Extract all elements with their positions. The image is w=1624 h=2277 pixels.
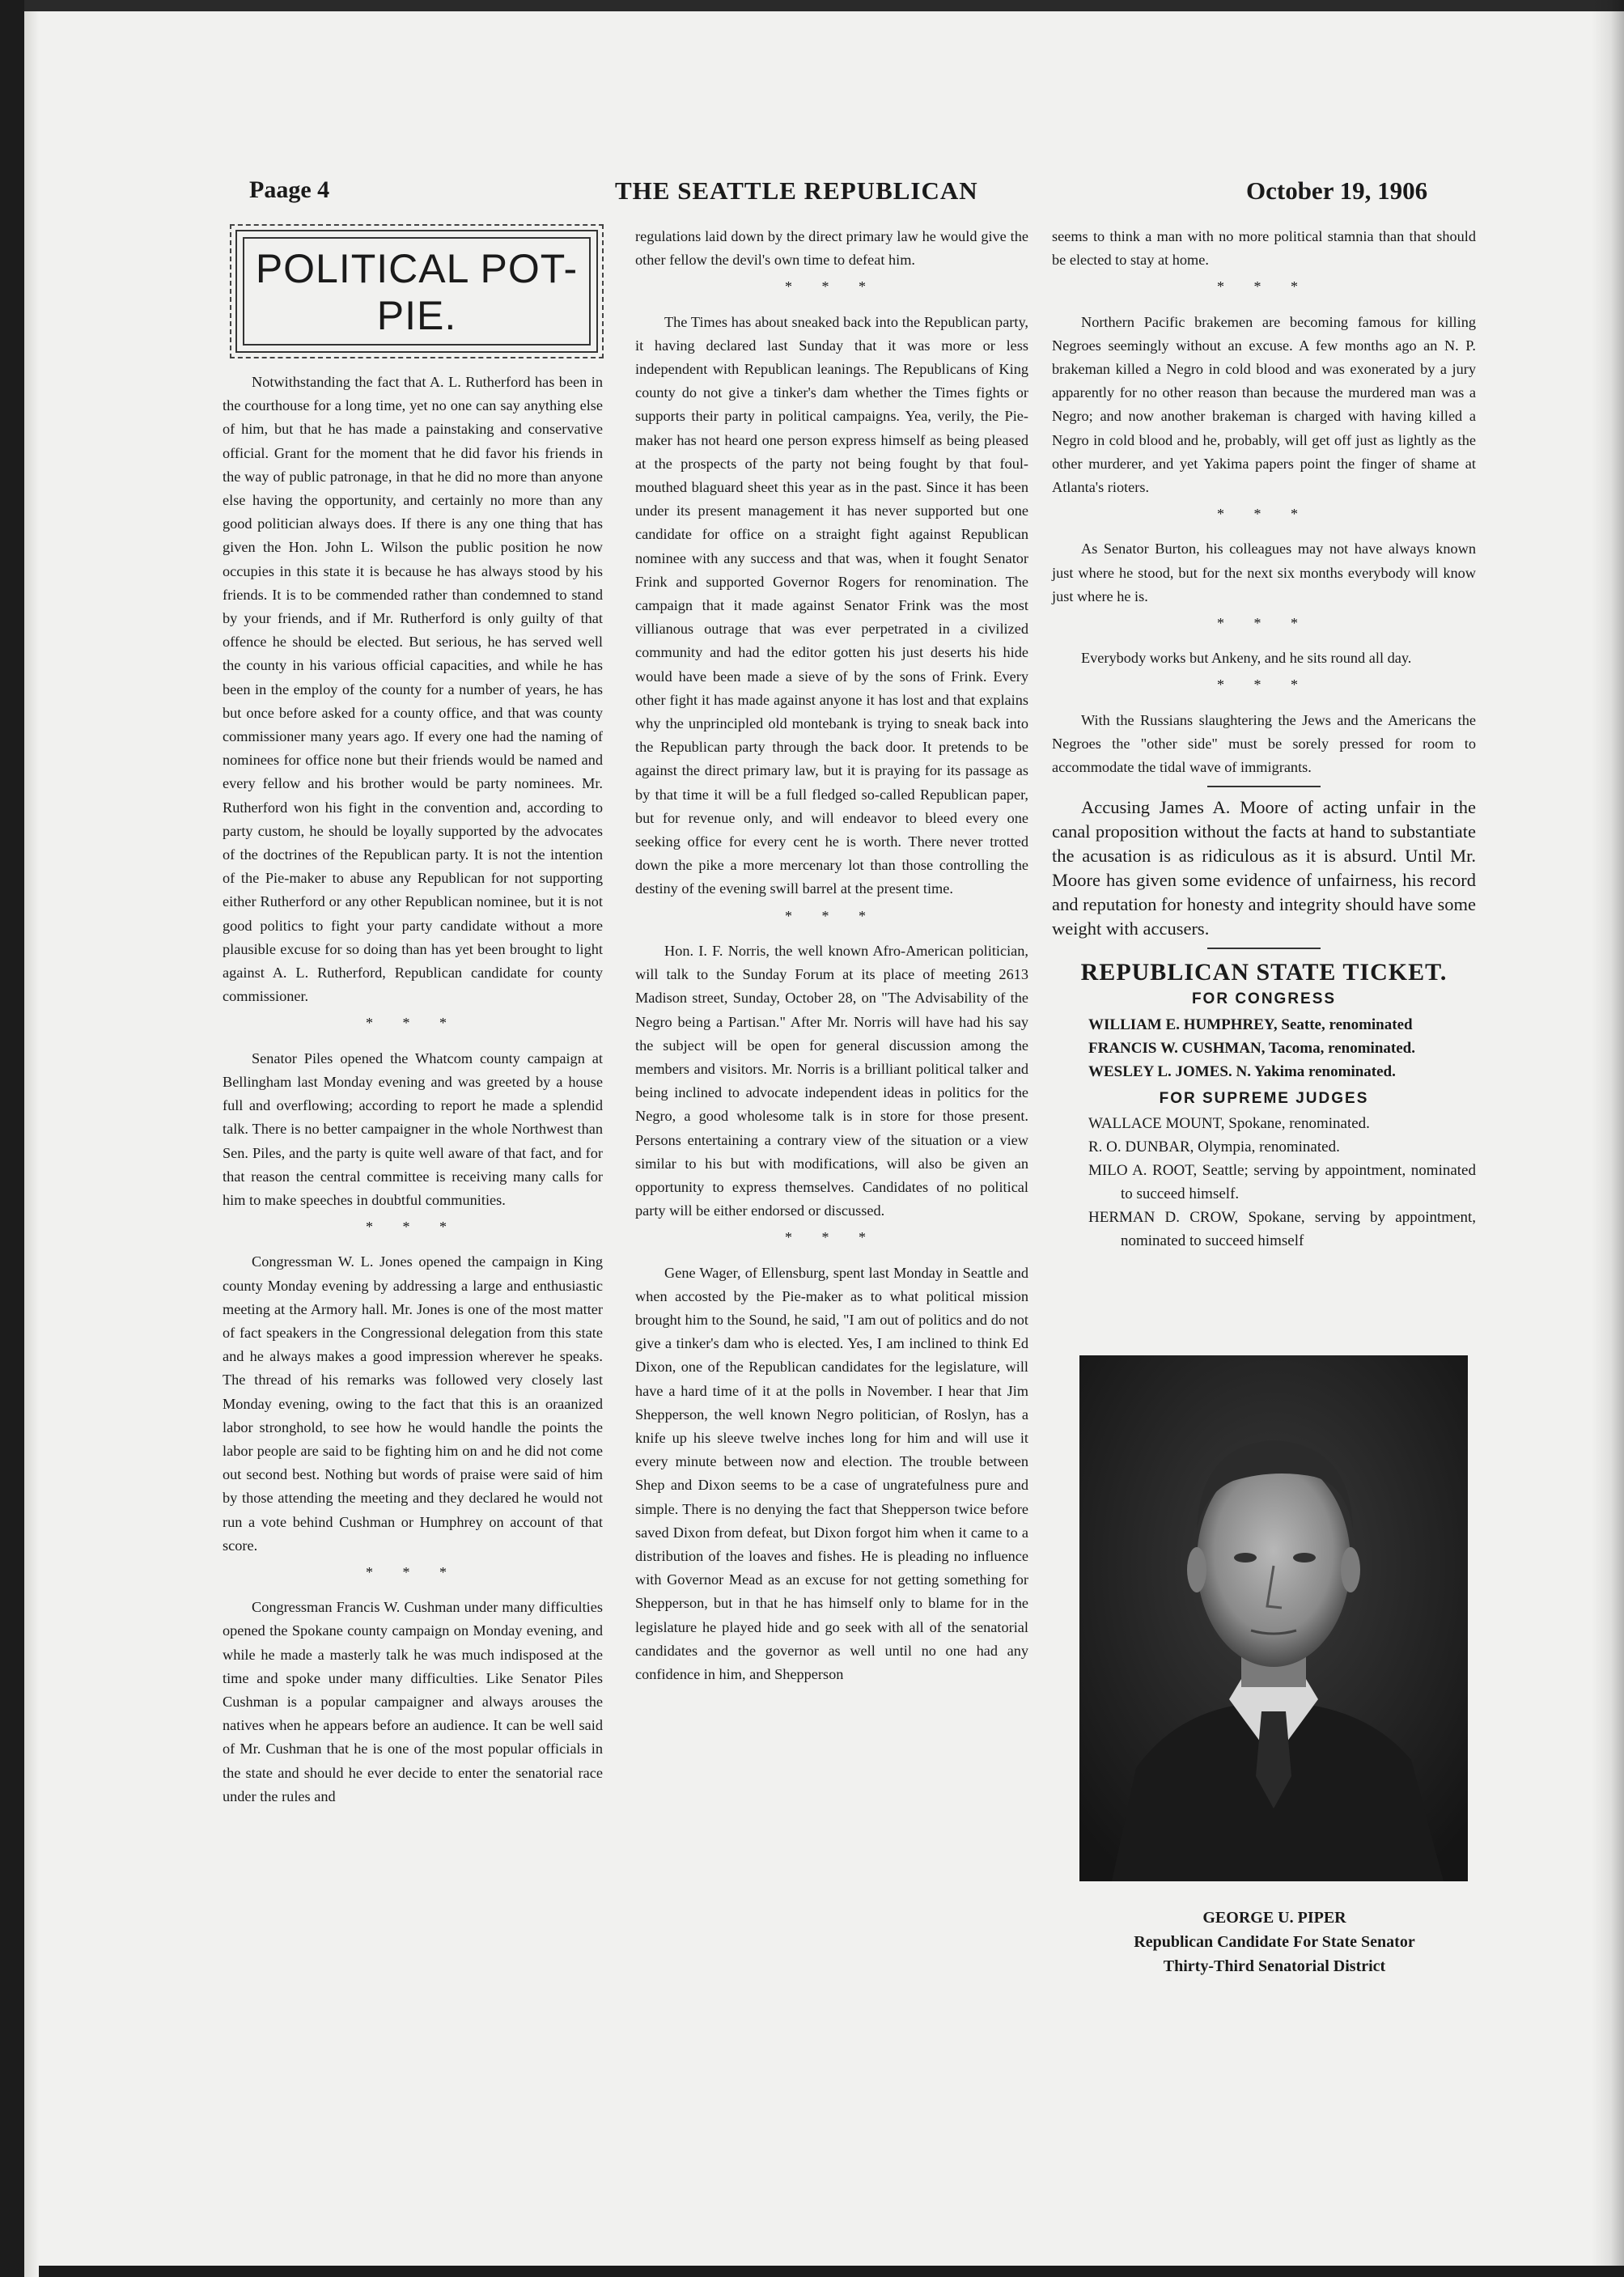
moore-paragraph: Accusing James A. Moore of acting unfair in the canal proposition without the facts at hand to substantiate the acusation is as ridiculous as it is absurd. Until Mr. Moore has given some evidence of unfairness, his record and reputation for honesty and integrity should have some weight with accusers. [1052,797,1476,939]
ticket-title: REPUBLICAN STATE TICKET. [1080,959,1448,986]
ticket-candidate: MILO A. ROOT, Seattle; serving by appointment, nominated to succeed himself. [1088,1161,1476,1202]
photo-caption [1052,1906,1497,1978]
column-2 [635,225,1028,1690]
page-number: Paage 4 [249,176,330,203]
divider-rule [1207,948,1321,949]
separator: * * * [366,1563,460,1580]
page-edge-shadow [1592,0,1624,2266]
newspaper-title: THE SEATTLE REPUBLICAN [615,176,978,205]
caption-name: GEORGE U. PIPER [1202,1909,1346,1927]
ticket-heading-congress: FOR CONGRESS [1191,990,1337,1008]
article-paragraph: regulations laid down by the direct primary law he would give the other fellow the devil's own time to defeat him. [635,228,1028,269]
separator: * * * [785,278,879,295]
article-paragraph: With the Russians slaughtering the Jews and the Americans the Negroes the "other side" must be sorely pressed for room to accommodate the tidal wave of immigrants. [1052,711,1476,776]
article-paragraph: seems to think a man with no more political stamnia than that should be elected to stay at home. [1052,228,1476,269]
section-title: POLITICAL POT-PIE. [243,237,591,346]
ticket-heading-judges: FOR SUPREME JUDGES [1159,1089,1369,1107]
separator: * * * [1217,278,1311,295]
ticket-candidate: FRANCIS W. CUSHMAN, Tacoma, renominated. [1088,1039,1415,1057]
article-paragraph: Congressman Francis W. Cushman under many difficulties opened the Spokane county campaign on Monday evening, and while he made a masterly talk he was much indisposed at the time and spoke under many difficulties. Like Senator Piles Cushman is a popular campaigner and always arouses the natives when he appears before an audience. It can be well said of Mr. Cushman that he is one of the most popular officials in the state and should he ever decide to enter the senatorial race under the rules and [223,1599,603,1804]
ticket-candidate: R. O. DUNBAR, Olympia, renominated. [1088,1138,1340,1155]
section-title-frame [235,230,598,353]
separator: * * * [785,907,879,924]
column-3 [1052,225,1476,1253]
article-paragraph: Congressman W. L. Jones opened the campaign in King county Monday evening by addressing a large and enthusiastic meeting at the Armory hall. Mr. Jones is one of the most matter of fact speakers in the Congressional delegation from this state and he always makes a good impression wherever he speaks. The thread of his remarks was followed very closely last Monday evening, owing to the fact that this is an oraanized labor stronghold, to see how he would handle the points the labor people are said to be fighting him on and he did not come out second best. Nothing but words of praise were said of him by those attending the meeting and they declared he would not run a vote behind Cushman or Humphrey on account of that score. [223,1253,603,1554]
article-paragraph: Everybody works but Ankeny, and he sits round all day. [1081,650,1412,667]
ticket-candidate: WALLACE MOUNT, Spokane, renominated. [1088,1114,1370,1132]
separator: * * * [785,1229,879,1246]
separator: * * * [366,1219,460,1236]
separator: * * * [366,1015,460,1032]
article-paragraph: The Times has about sneaked back into the Republican party, it having declared last Sunday that it was more or less independent with Republican leanings. The Republicans of King county do not give a tinker's dam whether the Times fights or supports their party in political campaigns. Yea, verily, the Pie-maker has not heard one person express himself as being pleased at the prospects of the party not being fought by that foul-mouthed blaguard sheet this year as in the past. Since it has been under its present management it has never supported but one candidate for office on a straight fight against Republican nominee with any success and that was, when it fought Senator Frink and supported Governor Rogers for renomination. The campaign that it made against Senator Frink was the most villianous outrage that was ever perpetrated in a civilized community and had the editor gotten his just deserts his hide would have been made a sieve of by the sons of Frink. Every other fight it has made against anyone it has lost and that explains why the unprincipled old montebank is trying to sneak back into the Republican party through the back door. It pretends to be against the direct primary law, but it is praying for its passage as by that time it will be a full fledged so-called Republican paper, but for revenue only, and will endeavor to bleed every one seeking office for every cent he is worth. There never trotted down the pike a more mercenary lot than those controlling the destiny of the evening swill barrel at the present time. [635,313,1028,897]
article-paragraph: Notwithstanding the fact that A. L. Rutherford has been in the courthouse for a long time, yet no one can say anything else of him, but that he has made a painstaking and conservative official. Grant for the moment that he did favor his friends in the way of public patronage, in that he did no more than anyone else having the opportunity, and certainly no more than any good politician always does. If there is any one thing that has given the Hon. John L. Wilson the public position he now occupies in this state it is because he has always stood by his friends. It is to be commended rather than condemned to stand by your friends, and if Mr. Rutherford is only guilty of that offence he should be elected. But serious, he has served well the county in his various official capacities, and while he has been in the employ of the county for a number of years, he has but once before asked for a county office, and that was county commissioner many years ago. If every one had the naming of nominees for office none but their friends would be named and every fellow and his brother would be party nominees. Mr. Rutherford won his fight in the convention and, according to party custom, he should be loyally supported by the advocates of the doctrines of the Republican party. It is not the intention of the Pie-maker to abuse any Republican for not supporting either Rutherford or any other Republican nominee, but it is not good politics to fight your party candidate without a more plausible excuse for so doing than has yet been brought to light against A. L. Rutherford, Republican candidate for county commissioner. [223,374,603,1005]
ticket-candidate: WESLEY L. JOMES. N. Yakima renominated. [1088,1062,1396,1080]
page-edge [24,11,39,2277]
article-paragraph: Hon. I. F. Norris, the well known Afro-American politician, will talk to the Sunday Forum at its place of meeting 2613 Madison street, Sunday, October 28, on "The Advisability of the Negro being a Partisan." After Mr. Norris will have had his say the subject will be open for general discussion among the members and visitors. Mr. Norris is a brilliant political talker and being inclined to advocate independent ideas in politics for the Negro, a good wholesome talk is in store for those present. Persons entertaining a contrary view of the situation or a view similar to his but with modifications, will also be given an opportunity to express themselves. Candidates of no political party will be either endorsed or discussed. [635,942,1028,1219]
article-paragraph: As Senator Burton, his colleagues may not have always known just where he stood, but for the next six months everybody will know just where he is. [1052,541,1476,604]
portrait-image [1079,1355,1468,1881]
separator: * * * [1217,676,1311,693]
portrait-photo [1079,1355,1468,1881]
separator: * * * [1217,615,1311,632]
caption-line: Thirty-Third Senatorial District [1163,1957,1386,1975]
ticket-candidate: HERMAN D. CROW, Spokane, serving by appointment, nominated to succeed himself [1088,1208,1476,1249]
article-paragraph: Gene Wager, of Ellensburg, spent last Monday in Seattle and when accosted by the Pie-maker as to what political mission brought him to the Sound, he said, "I am out of politics and do not give a tinker's dam who is elected. Yes, I am inclined to think Ed Dixon, one of the Republican candidates for the legislature, will have a hard time of it at the polls in November. I hear that Jim Shepperson, the well known Negro politician, of Roslyn, has a knife up his sleeve twelve inches long for him and will use it every minute between now and election. The trouble between Shep and Dixon seems to be a case of ungratefulness pure and simple. There is no denying the fact that Shepperson twice before saved Dixon from defeat, but Dixon forgot him when it came to a distribution of the loaves and fishes. He is pleading no influence with Governor Mead as an excuse for not getting something for Shepperson, but in that he has himself only to blame for in the legislature he played hide and go seek with all of the senatorial candidates and the governor as well until no one had any confidence in him, and Shepperson [635,1264,1028,1682]
caption-line: Republican Candidate For State Senator [1134,1933,1415,1951]
article-paragraph: Senator Piles opened the Whatcom county campaign at Bellingham last Monday evening and was greeted by a house full and overflowing; according to report he made a splendid talk. There is no better campaigner in the whole Northwest than Sen. Piles, and the party is quite well aware of that fact, and for that reason the central committee is receiving many calls for him to make speeches in doubtful communities. [223,1049,603,1208]
scan-border [24,0,1624,11]
page-header [24,176,1624,217]
issue-date: October 19, 1906 [1246,176,1428,205]
column-1 [223,225,603,1812]
ticket-candidate: WILLIAM E. HUMPHREY, Seatte, renominated [1088,1016,1413,1033]
article-paragraph: Northern Pacific brakemen are becoming famous for killing Negroes seemingly without an excuse. A few months ago an N. P. brakeman killed a Negro in cold blood and was exonerated by a jury apparently for no other reason than because the murdered man was a Negro; and now another brakeman is charged with having killed a Negro in cold blood and he, probably, will get off just as lightly as the other murderer, and yet Yakima papers point the finger of shame at Atlanta's rioters. [1052,313,1476,496]
separator: * * * [1217,506,1311,523]
newspaper-page [24,0,1624,2266]
divider-rule [1207,786,1321,787]
